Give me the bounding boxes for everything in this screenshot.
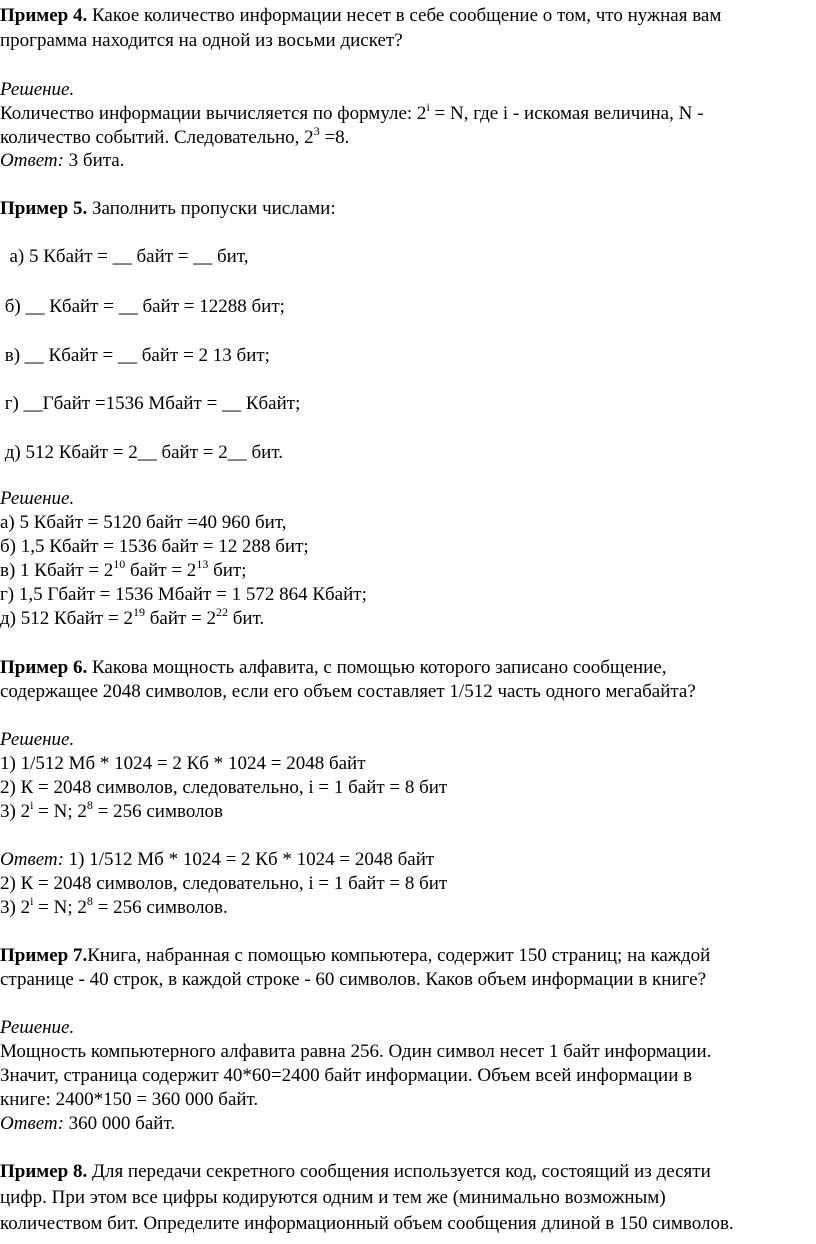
- example-7-solution-line-1: Мощность компьютерного алфавита равна 256. Один символ несет 1 байт информации.: [0, 1041, 712, 1062]
- example-4-answer: Ответ: 3 бита.: [0, 150, 125, 171]
- example-4-solution-line-1: Количество информации вычисляется по формуле: $2^i = N$, где i - искомая величина, N -: [0, 100, 704, 124]
- example-6-question-line-2: содержащее 2048 символов, если его объем составляет 1/512 часть одного мегабайта?: [0, 681, 696, 702]
- example-8-title: Пример 8.: [0, 1161, 88, 1182]
- example-7-question-line-1: Пример 7.Книга, набранная с помощью компьютера, содержит 150 страниц; на каждой: [0, 945, 711, 966]
- example-5-title: Пример 5.: [0, 198, 88, 219]
- example-6-solution-label: Решение.: [0, 729, 75, 750]
- example-6-question-line-1: Пример 6. Какова мощность алфавита, с помощью которого записано сообщение,: [0, 657, 667, 678]
- example-6-solution-line-1: 1) 1/512 Мб * 1024 = 2 Кб * 1024 = 2048 байт: [0, 753, 366, 774]
- example-5-item-b: б) __ Кбайт = __ байт = 12288 бит;: [0, 296, 285, 317]
- example-6-answer-line-2: 2) К = 2048 символов, следовательно, i = 1 байт = 8 бит: [0, 873, 448, 894]
- example-5-item-v: в) __ Кбайт = __ байт = 2 13 бит;: [0, 345, 270, 366]
- example-4-title: Пример 4.: [0, 5, 88, 26]
- example-7-solution-label: Решение.: [0, 1017, 75, 1038]
- example-4-question-line-2: программа находится на одной из восьми дискет?: [0, 30, 403, 51]
- example-6-answer-line-3: 3) $2^i = N$; $2^8 = 256$ символов.: [0, 894, 228, 918]
- example-6-solution-line-2: 2) К = 2048 символов, следовательно, i = 1 байт = 8 бит: [0, 777, 448, 798]
- example-6-title: Пример 6.: [0, 657, 88, 678]
- example-7-solution-line-3: книге: 2400*150 = 360 000 байт.: [0, 1089, 259, 1110]
- example-7-title: Пример 7.: [0, 945, 88, 966]
- example-7-answer: Ответ: 360 000 байт.: [0, 1113, 176, 1134]
- example-5-item-a: а) 5 Кбайт = __ байт = __ бит,: [0, 246, 249, 267]
- example-6-solution-line-3: 3) $2^i = N$; $2^8 = 256$ символов: [0, 798, 224, 822]
- example-4-question-line-1: Пример 4. Какое количество информации несет в себе сообщение о том, что нужная вам: [0, 5, 722, 26]
- example-5-solution-d: д) 512 Кбайт = $2^{19}$ байт = $2^{22}$ бит.: [0, 605, 265, 629]
- example-4-solution-line-2: количество событий. Следовательно, $2^3 =8$.: [0, 124, 350, 148]
- example-5-solution-label: Решение.: [0, 488, 75, 509]
- example-8-question-line-1: Пример 8. Для передачи секретного сообщения используется код, состоящий из десяти: [0, 1161, 711, 1182]
- example-5-item-g: г) __Гбайт =1536 Мбайт = __ Кбайт;: [0, 393, 301, 414]
- example-4-solution-label: Решение.: [0, 79, 75, 100]
- example-7-solution-line-2: Значит, страница содержит 40*60=2400 байт информации. Объем всей информации в: [0, 1065, 693, 1086]
- example-8-question-line-2: цифр. При этом все цифры кодируются одним и тем же (минимально возможным): [0, 1187, 666, 1208]
- example-7-question-line-2: странице - 40 строк, в каждой строке - 60 символов. Каков объем информации в книге?: [0, 969, 707, 990]
- example-5-solution-a: а) 5 Кбайт = 5120 байт =40 960 бит,: [0, 512, 287, 533]
- example-5-solution-b: б) 1,5 Кбайт = 1536 байт = 12 288 бит;: [0, 536, 309, 557]
- example-5-solution-v: в) 1 Кбайт = $2^{10}$ байт = $2^{13}$ бит;: [0, 557, 247, 581]
- example-5-item-d: д) 512 Кбайт = 2__ байт = 2__ бит.: [0, 442, 283, 463]
- example-5-solution-g: г) 1,5 Гбайт = 1536 Мбайт = 1 572 864 Кбайт;: [0, 584, 367, 605]
- example-5-question: Пример 5. Заполнить пропуски числами:: [0, 198, 336, 219]
- example-6-answer-line-1: Ответ: 1) 1/512 Мб * 1024 = 2 Кб * 1024 = 2048 байт: [0, 849, 435, 870]
- example-8-question-line-3: количеством бит. Определите информационный объем сообщения длиной в 150 символов.: [0, 1213, 734, 1234]
